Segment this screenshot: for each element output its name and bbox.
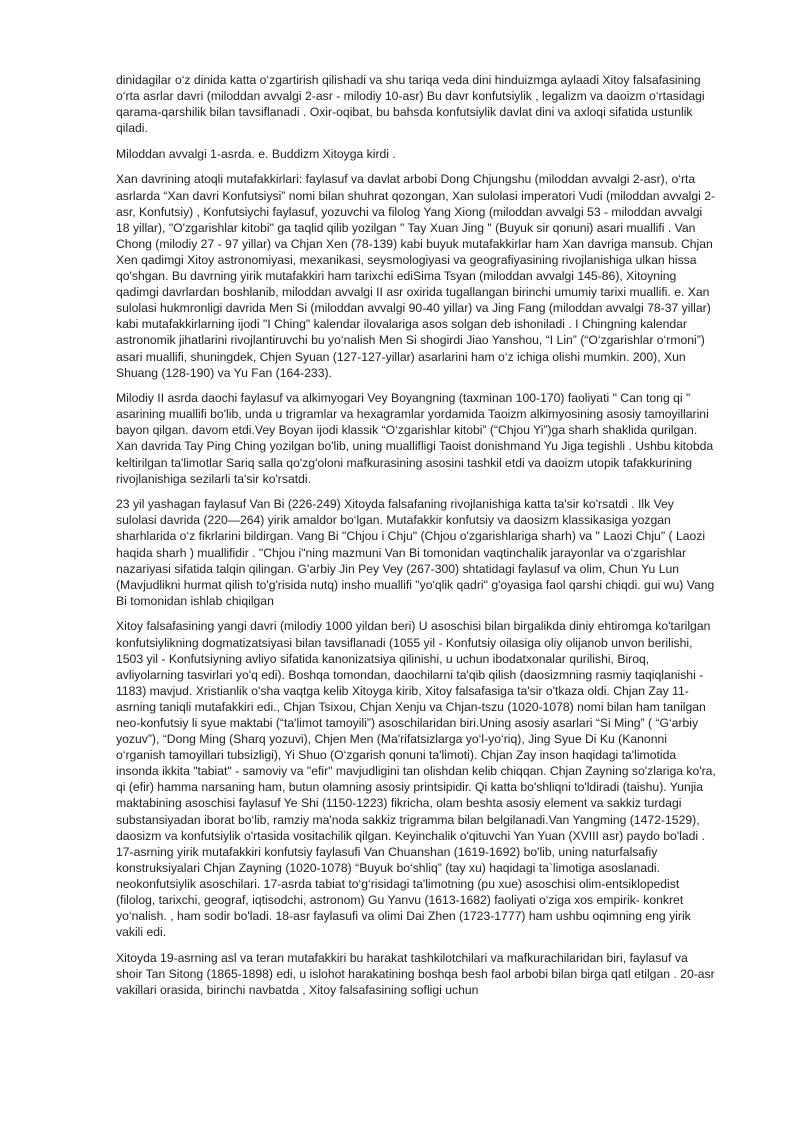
paragraph-19th-century: Xitoyda 19-asrning asl va teran mutafakkiri bu harakat tashkilotchilari va mafkurachilaridan biri, faylasuf va shoir Tan Sitong (1865-1898) edi, u islohot harakatining boshqa besh faol arbobi bilan birga qatl etilgan . 20-asr vakillari orasida, birinchi navbatda , Xitoy falsafasining sofligi uchun bbox=[116, 950, 715, 997]
paragraph-wei-boyang: Milodiy II asrda daochi faylasuf va alkimyogari Vey Boyangning (taxminan 100-170) faoliyati " Can tong qi " asarining muallifi bo'lib, unda u trigramlar va hexagramlar yordamida Taoizm alkimyosining asosiy tamoyillarini bayon qilgan. davom etdi.Vey Boyan ijodi klassik “O‘zgarishlar kitobi” (“Chjou Yi”)ga sharh shaklida qurilgan. Xan davrida Tay Ping Ching yozilgan bo'lib, uning muallifligi Taoist donishmand Yu Jiga tegishli . Ushbu kitobda keltirilgan ta'limotlar Sariq salla qo'zg'oloni mafkurasining asosini tashkil etdi va daoizm utopik tafakkurining rivojlanishiga sezilarli ta'sir ko'rsatdi. bbox=[116, 391, 714, 486]
paragraph-han-thinkers: Xan davrining atoqli mutafakkirlari: faylasuf va davlat arbobi Dong Chjungshu (miloddan avvalgi 2-asr), o‘rta asrlarda “Xan davri Konfutsiysi” nomi bilan shuhrat qozongan, Xan sulolasi imperatori Vudi (miloddan avvalgi 2-asr, Konfutsiy) , Konfutsiychi faylasuf, yozuvchi va filolog Yang Xiong (miloddan avvalgi 53 - miloddan avvalgi 18 yillar), "O'zgarishlar kitobi" ga taqlid qilib yozilgan " Tay Xuan Jing " (Buyuk sir qonuni) asari muallifi . Van Chong (milodiy 27 - 97 yillar) va Chjan Xen (78-139) kabi buyuk mutafakkirlar ham Xan davriga mansub. Chjan Xen qadimgi Xitoy astronomiyasi, mexanikasi, seysmologiyasi va geografiyasining rivojlanishiga ulkan hissa qo'shgan. Bu davrning yirik mutafakkiri ham tarixchi ediSima Tsyan (miloddan avvalgi 145-86), Xitoyning qadimgi davrlardan boshlanib, miloddan avvalgi II asr oxirida tugallangan birinchi umumiy tarixi muallifi. e. Xan sulolasi hukmronligi davrida Men Si (miloddan avvalgi 90-40 yillar) va Jing Fang (miloddan avvalgi 78-37 yillar) kabi mutafakkirlarning ijodi "I Ching" kalendar ilovalariga asos solgan deb ishoniladi . I Chingning kalendar astronomik jihatlarini rivojlantiruvchi bu yo‘nalish Men Si shogirdi Jiao Yanshou, “I Lin” (“O‘zgarishlar o‘rmoni”) asari muallifi, shuningdek, Chjen Syuan (127-127-yillar) asarlarini ham o‘z ichiga olishi mumkin. 200), Xun Shuang (128-190) va Yu Fan (164-233). bbox=[116, 172, 716, 380]
paragraph-buddhism-arrival: Miloddan avvalgi 1-asrda. e. Buddizm Xitoyga kirdi . bbox=[116, 146, 396, 161]
paragraph-hinduism-medieval-period: dinidagilar o‘z dinida katta o‘zgartirish qilishadi va shu tariqa veda dini hinduizmga aylaadi Xitoy falsafasining o‘rta asrlar davri (miloddan avvalgi 2-asr - milodiy 10-asr) Bu davr konfutsiylik , legalizm va daoizm o‘rtasidagi qarama-qarshilik bilan tavsiflanadi . Oxir-oqibat, bu bahsda konfutsiylik davlat dini va axloqi sifatida ustunlik qiladi. bbox=[116, 73, 705, 136]
paragraph-new-period: Xitoy falsafasining yangi davri (milodiy 1000 yildan beri) U asoschisi bilan birgalikda diniy ehtiromga ko'tarilgan konfutsiylikning dogmatizatsiyasi bilan tavsiflanadi (1055 yil - Konfutsiy oilasiga oliy olijanob unvon berilishi, 1503 yil - Konfutsiyning avliyo sifatida kanonizatsiya qilinishi, u uchun ibodatxonalar qurilishi, Biroq, avliyolarning tasvirlari yo'q edi). Boshqa tomondan, daochilarni ta'qib qilish (daosizmning rasmiy taqiqlanishi - 1183) mavjud. Xristianlik o'sha vaqtga kelib Xitoyga kirib, Xitoy falsafasiga ta'sir o'tkaza oldi. Chjan Zay 11-asrning taniqli mutafakkiri edi., Chjan Tsixou, Chjan Xenju va Chjan-tszu (1020-1078) nomi bilan ham tanilgan neo-konfutsiy li syue maktabi (“ta'limot tamoyili”) asoschilaridan biri.Uning asosiy asarlari “Si Ming” ( “G‘arbiy yozuv”), “Dong Ming (Sharq yozuvi), Chjen Men (Ma'rifatsizlarga yo‘l-yo‘riq), Jing Syue Di Ku (Kanonni o‘rganish tamoyillari tubsizligi), Yi Shuo (O‘zgarish qonuni ta'limoti). Chjan Zay inson haqidagi ta'limotida insonda ikkita "tabiat" - samoviy va "efir" mavjudligini tan olishdan kelib chiqqan. Chjan Zayning so'zlariga ko'ra, qi (efir) hamma narsaning ham, butun olamning asosiy printsipidir. Qi katta bo'shliqni to'ldiradi (taishu). Yunjia maktabining asoschisi faylasuf Ye Shi (1150-1223) fikricha, olam beshta asosiy element va sakkiz turdagi substansiyadan iborat bo‘lib, ramziy ma'noda sakkiz trigramma bilan belgilanadi.Van Yangming (1472-1529), daosizm va konfutsiylik o'rtasida vositachilik qilgan. Keyinchalik o'qituvchi Yan Yuan (XVIII asr) paydo bo'ladi . 17-asrning yirik mutafakkiri konfutsiy faylasufi Van Chuanshan (1619-1692) bo'lib, uning naturfalsafiy konstruksiyalari Chjan Zayning (1020-1078) “Buyuk bo‘shliq” (tay xu) haqidagi ta`limotiga asoslanadi. neokonfutsiylik asoschilari. 17-asrda tabiat to‘g‘risidagi ta'limotning (pu xue) asoschisi olim-entsiklopedist (filolog, tarixchi, geograf, iqtisodchi, astronom) Gu Yanvu (1613-1682) faoliyati o‘ziga xos empirik- konkret yo‘nalish. , ham sodir bo'ladi. 18-asr faylasufi va olimi Dai Zhen (1723-1777) ham ushbu oqimning eng yirik vakili edi. bbox=[116, 619, 716, 940]
paragraph-wang-bi: 23 yil yashagan faylasuf Van Bi (226-249) Xitoyda falsafaning rivojlanishiga katta ta'sir ko'rsatdi . Ilk Vey sulolasi davrida (220—264) yirik amaldor bo‘lgan. Mutafakkir konfutsiy va daosizm klassikasiga yozgan sharhlarida o‘z fikrlarini bildirgan. Vang Bi "Chjou i Chju" (Chjou o'zgarishlariga sharh) va " Laozi Chju" ( Laozi haqida sharh ) muallifidir . "Chjou i"ning mazmuni Van Bi tomonidan vaqtinchalik jarayonlar va o‘zgarishlar nazariyasi sifatida talqin qilingan. G'arbiy Jin Pey Vey (267-300) shtatidagi faylasuf va olim, Chun Yu Lun (Mavjudlikni hurmat qilish to'g'risida nutq) insho muallifi "yo'qlik qadri" g'oyasiga faol qarshi chiqdi. gui wu) Vang Bi tomonidan ishlab chiqilgan bbox=[116, 497, 715, 608]
